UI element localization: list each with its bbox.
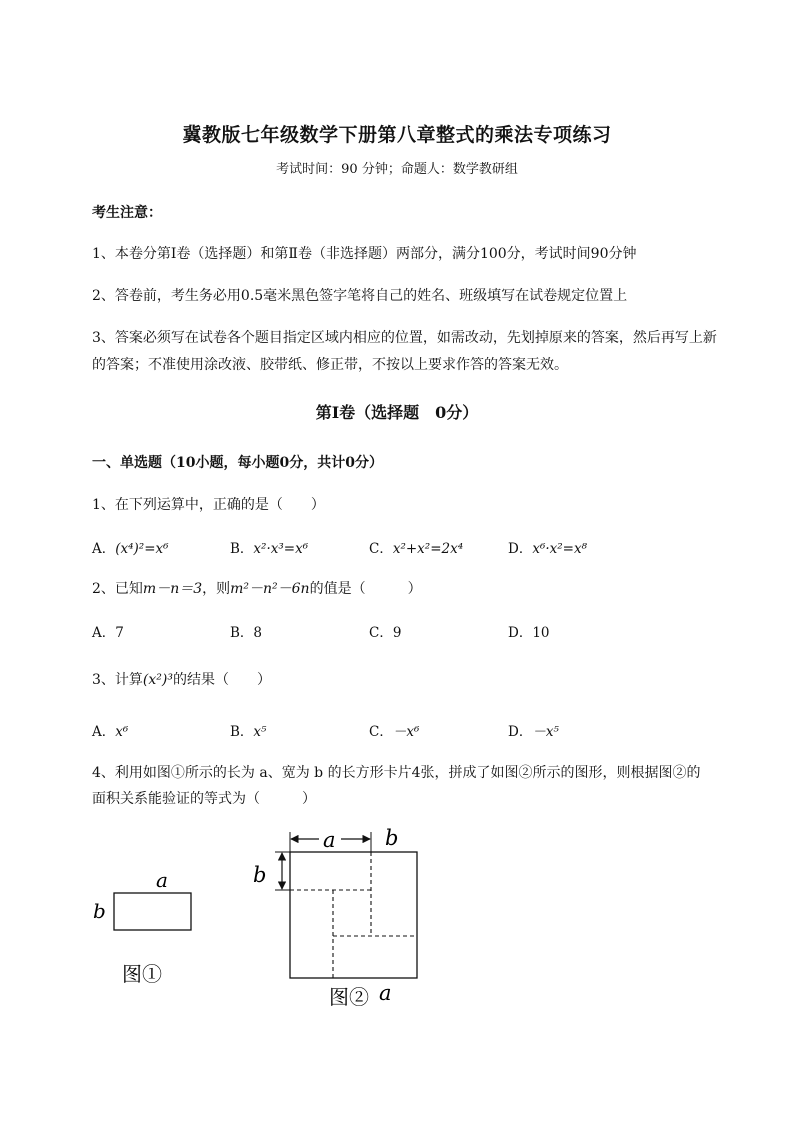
q3-option-c[interactable] [369,720,419,740]
fig1-rectangle [114,893,191,930]
part-heading: 一、单选题（10小题，每小题0分，共计0分） [92,455,383,471]
notice-heading: 考生注意： [92,205,162,221]
q2-option-c[interactable]: C．9 [369,625,402,641]
q1-option-d-label: D． [508,541,533,557]
question-2-stem [92,578,422,598]
fig1-label-a: a [156,868,168,892]
fig2-dashed-lines [290,852,417,978]
q1-option-c[interactable] [369,537,463,557]
notice-item-3-cont: 的答案；不准使用涂改液、胶带纸、修正带，不按以上要求作答的答案无效。 [92,357,568,373]
q3-option-d-expr: －x⁵ [532,724,559,740]
q2-stem-post: 的值是（ ） [309,581,422,597]
page-title: 冀教版七年级数学下册第八章整式的乘法专项练习 [182,124,612,146]
fig2-label-a-top: a [323,828,336,852]
q2-stem-mid: ，则 [202,581,231,597]
section-title: 第Ⅰ卷（选择题 0分） [315,403,479,422]
q3-option-a-expr: x⁶ [115,724,129,740]
q3-stem-post: 的结果（ ） [172,672,271,688]
q3-option-b-label: B． [230,724,254,740]
q1-option-d[interactable] [508,537,587,557]
notice-item-3: 3、答案必须写在试卷各个题目指定区域内相应的位置，如需改动，先划掉原来的答案，然后再写上新 [92,330,717,346]
q3-stem-pre: 3、计算 [92,672,143,688]
exam-info: 考试时间：90 分钟；命题人：数学教研组 [276,162,518,177]
q1-option-c-expr: x²+x²=2x⁴ [392,541,464,557]
question-4-stem-line1: 4、利用如图①所示的长为 a、宽为 b 的长方形卡片4张，拼成了如图②所示的图形，则根据图②的 [92,765,701,781]
q1-option-b-expr: x²·x³=x⁶ [253,541,309,557]
q2-option-b[interactable]: B．8 [230,625,263,641]
figure-2 [245,820,445,1020]
q3-option-c-expr: －x⁶ [392,724,420,740]
fig1-label-b: b [93,899,106,923]
q2-condition: m－n＝3 [142,581,203,597]
q3-option-b[interactable] [230,720,266,740]
q1-option-c-label: C． [369,541,393,557]
q1-option-a[interactable] [92,537,169,557]
fig2-label-b-left: b [253,863,267,887]
question-1-stem: 1、在下列运算中，正确的是（ ） [92,497,325,513]
notice-item-1: 1、本卷分第Ⅰ卷（选择题）和第Ⅱ卷（非选择题）两部分，满分100分，考试时间90分钟 [92,246,637,262]
fig2-outer-square [290,852,417,978]
q3-option-c-label: C． [369,724,393,740]
fig1-caption: 图① [122,962,162,986]
q3-option-d[interactable] [508,720,559,740]
q3-option-d-label: D． [508,724,533,740]
q1-option-a-label: A． [92,541,116,557]
q2-stem-pre: 2、已知 [92,581,143,597]
q2-expression: m²－n²－6n [230,581,310,597]
notice-item-2: 2、答卷前，考生务必用0.5毫米黑色签字笔将自己的姓名、班级填写在试卷规定位置上 [92,288,628,304]
q1-option-d-expr: x⁶·x²=x⁸ [532,541,588,557]
fig2-label-b-top: b [385,826,399,850]
q1-option-a-expr: (x⁴)²=x⁶ [115,541,169,557]
q2-option-d[interactable]: D．10 [508,625,550,641]
fig2-label-a-bottom: a [379,981,392,1005]
q3-option-a[interactable] [92,720,128,740]
q3-expression: (x²)³ [142,672,173,688]
q3-option-b-expr: x⁵ [253,724,267,740]
q2-option-a[interactable]: A．7 [92,625,124,641]
fig2-caption: 图② [329,985,369,1009]
q3-option-a-label: A． [92,724,116,740]
q1-option-b[interactable] [230,537,308,557]
question-3-stem [92,669,271,689]
question-4-stem-line2: 面积关系能验证的等式为（ ） [92,791,316,807]
figure-1 [80,860,220,1000]
q1-option-b-label: B． [230,541,254,557]
